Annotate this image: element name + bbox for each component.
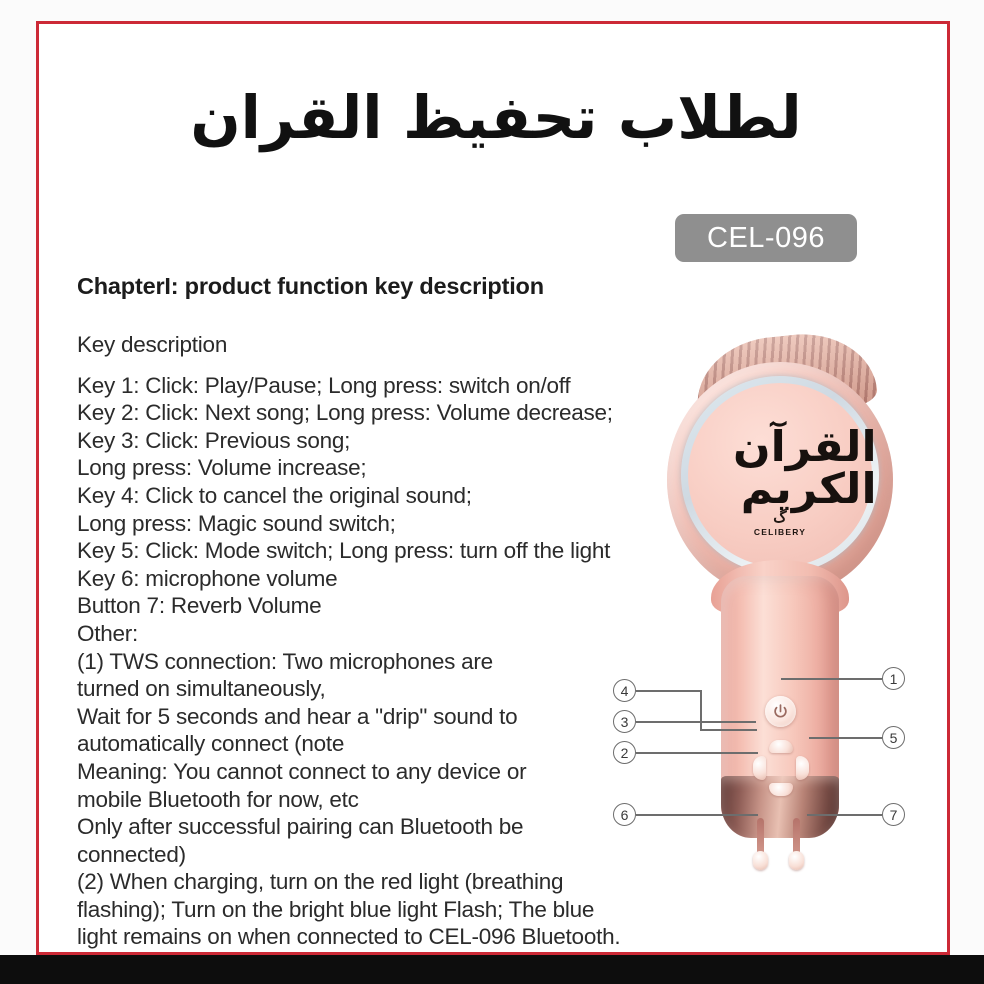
speaker-face-plate	[688, 383, 877, 567]
body-line: Key 6: microphone volume	[77, 565, 338, 591]
body-line: Key 2: Click: Next song; Long press: Volume decrease;	[77, 400, 613, 426]
model-badge-label: CEL-096	[707, 221, 825, 254]
callout-7: 7	[882, 803, 905, 826]
body-line: Key 3: Click: Previous song;	[77, 427, 351, 453]
product-illustration	[637, 324, 957, 924]
body-line: Meaning: You cannot connect to any device or	[77, 758, 527, 784]
callout-3: 3	[613, 710, 636, 733]
quran-calligraphy: القرآن الكريم	[732, 422, 877, 513]
arabic-headline: لطلاب تحفيظ القران	[190, 83, 802, 152]
callout-4: 4	[613, 679, 636, 702]
body-line: connected)	[77, 841, 186, 867]
text-spacer	[77, 359, 677, 372]
callout-6: 6	[613, 803, 636, 826]
brand-lockup	[754, 510, 806, 537]
body-line: Wait for 5 seconds and hear a "drip" sound to	[77, 703, 518, 729]
chapter-heading: ChapterI: product function key description	[77, 273, 544, 299]
power-button[interactable]	[765, 696, 796, 727]
power-icon	[772, 703, 789, 720]
dpad-control[interactable]	[753, 740, 809, 796]
body-line: Only after successful pairing can Bluetooth be	[77, 814, 524, 840]
section-label: Key description	[77, 332, 228, 357]
body-line: Key 5: Click: Mode switch; Long press: turn off the light	[77, 538, 611, 564]
key-description-text	[77, 331, 677, 951]
red-border-frame	[36, 21, 950, 955]
body-line: Button 7: Reverb Volume	[77, 593, 322, 619]
body-line: (1) TWS connection: Two microphones are	[77, 648, 493, 674]
body-line: automatically connect (note	[77, 731, 345, 757]
dpad-right-button[interactable]	[796, 756, 809, 780]
body-line: Key 1: Click: Play/Pause; Long press: switch on/off	[77, 372, 571, 398]
callout-1: 1	[882, 667, 905, 690]
dpad-left-button[interactable]	[753, 756, 766, 780]
slider-knob[interactable]	[789, 851, 804, 870]
slider-knob[interactable]	[753, 851, 768, 870]
body-line: turned on simultaneously,	[77, 676, 326, 702]
callout-2: 2	[613, 741, 636, 764]
microphone-volume-slider[interactable]	[753, 818, 768, 870]
dpad-down-button[interactable]	[769, 783, 793, 796]
body-line: Other:	[77, 620, 139, 646]
dpad-up-button[interactable]	[769, 740, 793, 753]
callout-5: 5	[882, 726, 905, 749]
body-line: mobile Bluetooth for now, etc	[77, 786, 359, 812]
reverb-volume-slider[interactable]	[789, 818, 804, 870]
bottom-letterbox-band	[0, 955, 984, 984]
body-line: Key 4: Click to cancel the original sound;	[77, 482, 472, 508]
brand-logo-icon: ﮒ	[773, 509, 787, 526]
body-line: Long press: Volume increase;	[77, 455, 367, 481]
body-line: Long press: Magic sound switch;	[77, 510, 396, 536]
body-line: light remains on when connected to CEL-096 Bluetooth.	[77, 924, 621, 950]
body-line: flashing); Turn on the bright blue light Flash; The blue	[77, 896, 595, 922]
brand-name-label: CELIBERY	[753, 527, 807, 537]
model-badge	[675, 214, 857, 262]
body-line: (2) When charging, turn on the red light (breathing	[77, 869, 564, 895]
